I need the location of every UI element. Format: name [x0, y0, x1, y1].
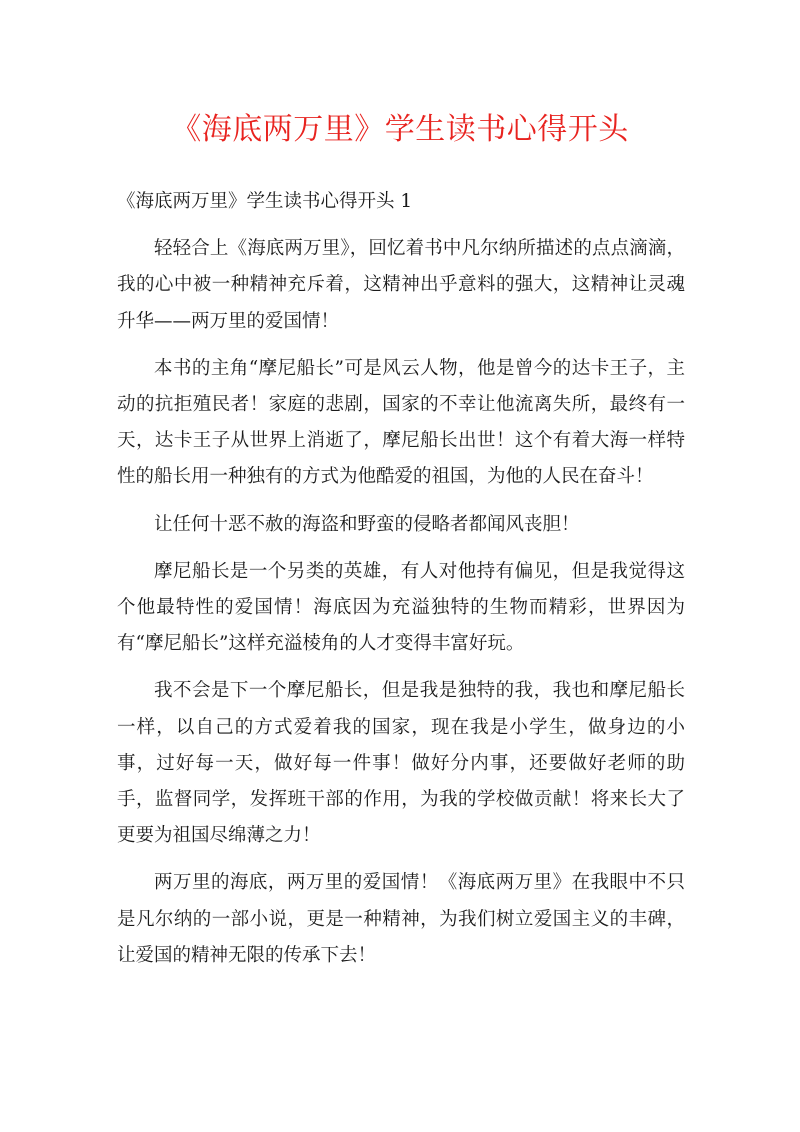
document-body	[117, 184, 685, 985]
document-title: 《海底两万里》学生读书心得开头	[171, 112, 629, 147]
section-heading: 《海底两万里》学生读书心得开头 1	[117, 191, 413, 212]
paragraph: 两万里的海底，两万里的爱国情！《海底两万里》在我眼中不只是凡尔纳的一部小说，更是一种精神，为我们树立爱国主义的丰碑，让爱国的精神无限的传承下去！	[117, 872, 685, 966]
paragraph: 摩尼船长是一个另类的英雄，有人对他持有偏见，但是我觉得这个他最特性的爱国情！海底因为充溢独特的生物而精彩，世界因为有“摩尼船长”这样充溢棱角的人才变得丰富好玩。	[117, 560, 685, 655]
paragraph: 让任何十恶不赦的海盗和野蛮的侵略者都闻风丧胆！	[154, 513, 580, 535]
paragraph: 轻轻合上《海底两万里》，回忆着书中凡尔纳所描述的点点滴滴，我的心中被一种精神充斥着，这精神出乎意料的强大，这精神让灵魂升华——两万里的爱国情！	[117, 238, 685, 332]
paragraph: 本书的主角“摩尼船长”可是风云人物，他是曾今的达卡王子，主动的抗拒殖民者！家庭的悲剧，国家的不幸让他流离失所，最终有一天，达卡王子从世界上消逝了，摩尼船长出世！这个有着大海一样特性的船长用一种独有的方式为他酷爱的祖国，为他的人民在奋斗！	[117, 357, 685, 488]
paragraph: 我不会是下一个摩尼船长，但是我是独特的我，我也和摩尼船长一样，以自己的方式爱着我的国家，现在我是小学生，做身边的小事，过好每一天，做好每一件事！做好分内事，还要做好老师的助手，监督同学，发挥班干部的作用，为我的学校做贡献！将来长大了更要为祖国尽绵薄之力！	[117, 680, 685, 847]
